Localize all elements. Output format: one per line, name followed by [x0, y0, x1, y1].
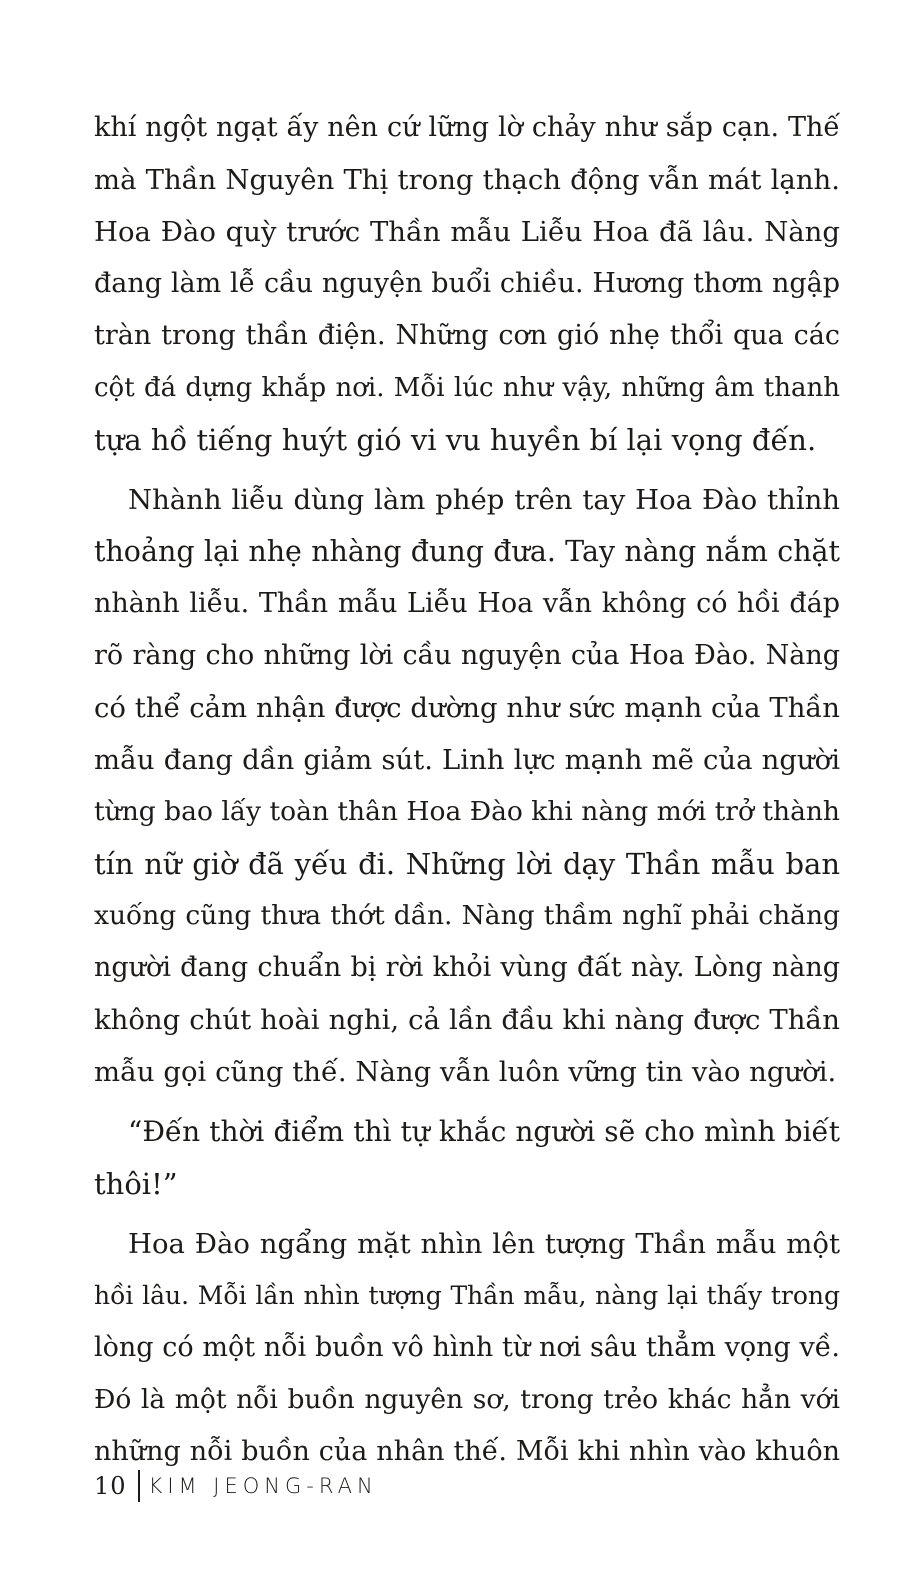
text-line: những nỗi buồn của nhân thế. Mỗi khi nhìn vào khuôn	[94, 1436, 840, 1467]
text-line: mẫu đang dần giảm sút. Linh lực mạnh mẽ của người	[94, 744, 840, 776]
text-line: lòng có một nỗi buồn vô hình từ nơi sâu thẳm vọng về.	[94, 1332, 840, 1363]
text-line: rõ ràng cho những lời cầu nguyện của Hoa Đào. Nàng	[94, 640, 840, 671]
text-line: “Đến thời điểm thì tự khắc người sẽ cho mình biết	[128, 1115, 840, 1148]
page-footer	[94, 1466, 378, 1506]
text-line: Hoa Đào quỳ trước Thần mẫu Liễu Hoa đã lâu. Nàng	[94, 216, 840, 248]
text-line: xuống cũng thưa thớt dần. Nàng thầm nghĩ phải chăng	[94, 900, 840, 931]
text-line: mà Thần Nguyên Thị trong thạch động vẫn mát lạnh.	[94, 164, 840, 196]
footer-divider	[138, 1470, 140, 1502]
page-body	[94, 102, 840, 1478]
text-line: mẫu gọi cũng thế. Nàng vẫn luôn vững tin vào người.	[94, 1056, 837, 1088]
author-name: KIM JEONG-RAN	[148, 1474, 378, 1498]
paragraph-2	[94, 474, 840, 1098]
text-line: nhành liễu. Thần mẫu Liễu Hoa vẫn không có hồi đáp	[94, 588, 840, 619]
text-line: Đó là một nỗi buồn nguyên sơ, trong trẻo khác hẳn với	[94, 1384, 840, 1415]
text-line: đang làm lễ cầu nguyện buổi chiều. Hương thơm ngập	[94, 268, 840, 299]
page-number: 10	[94, 1472, 127, 1500]
text-line: cột đá dựng khắp nơi. Mỗi lúc như vậy, những âm thanh	[94, 373, 840, 403]
text-line: người đang chuẩn bị rời khỏi vùng đất này. Lòng nàng	[94, 952, 840, 983]
text-line: Nhành liễu dùng làm phép trên tay Hoa Đào thỉnh	[128, 484, 840, 516]
paragraph-1	[94, 102, 840, 466]
text-line: thoảng lại nhẹ nhàng đung đưa. Tay nàng nắm chặt	[94, 535, 840, 568]
text-line: tựa hồ tiếng huýt gió vi vu huyền bí lại vọng đến.	[94, 423, 817, 457]
text-line: Hoa Đào ngẩng mặt nhìn lên tượng Thần mẫu một	[128, 1228, 840, 1260]
paragraph-3	[94, 1106, 840, 1210]
text-line: thôi!”	[94, 1167, 178, 1201]
text-line: khí ngột ngạt ấy nên cứ lững lờ chảy như sắp cạn. Thế	[94, 112, 840, 143]
text-line: hồi lâu. Mỗi lần nhìn tượng Thần mẫu, nàng lại thấy trong	[94, 1281, 840, 1310]
text-line: tràn trong thần điện. Những cơn gió nhẹ thổi qua các	[94, 320, 840, 351]
paragraph-4	[94, 1218, 840, 1478]
text-line: không chút hoài nghi, cả lần đầu khi nàng được Thần	[94, 1004, 840, 1036]
text-line: tín nữ giờ đã yếu đi. Những lời dạy Thần mẫu ban	[94, 847, 840, 881]
text-line: từng bao lấy toàn thân Hoa Đào khi nàng mới trở thành	[94, 796, 840, 827]
text-line: có thể cảm nhận được dường như sức mạnh của Thần	[94, 692, 840, 724]
